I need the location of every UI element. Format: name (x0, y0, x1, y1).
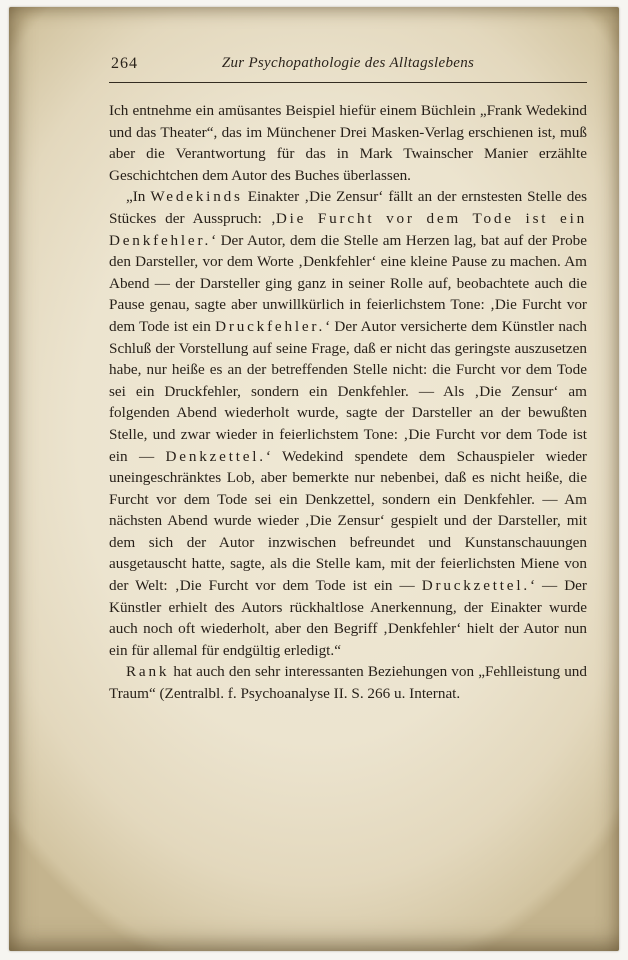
text-segment-letterspaced: Druckzettel. (421, 577, 530, 595)
page-number: 264 (111, 55, 138, 72)
text-segment-letterspaced: Die Furcht vor dem Tode ist ein Denkfehler. (109, 209, 587, 249)
header-rule (109, 82, 587, 83)
text-segment: „In (126, 188, 151, 206)
text-segment: Ich entnehme ein amüsantes Beispiel hiefür einem Büchlein „Frank Wedekind und das Theater“, das im Münchener Drei Masken-Verlag erschienen ist, muß aber die Verantwortung für das in Mark Twainscher Manier erzählte Geschichtchen dem Autor des Buches überlassen. (109, 102, 587, 184)
body-text (109, 100, 587, 705)
book-page (9, 7, 619, 951)
text-segment: ‘ Der Autor versicherte dem Künstler nach Schluß der Vorstellung auf seine Frage, daß er nicht das geringste auszusetzen habe, nur heiße es an der betreffenden Stelle nicht: die Furcht vor dem Tode sei ein Druckfehler, sondern ein Denkfehler. — Als ‚Die Zensur‘ am folgenden Abend wiederholt wurde, sagte der Darsteller an der bewußten Stelle, und zwar wieder in feierlichstem Tone: ‚Die Furcht vor dem Tode ist ein — (109, 317, 588, 465)
page-header (109, 55, 587, 77)
page-content (109, 55, 587, 705)
text-segment-letterspaced: Rank (126, 663, 170, 681)
paragraph-1 (109, 100, 587, 186)
text-segment: ‘ Der Autor, dem die Stelle am Herzen lag, bat auf der Probe den Darsteller, vor dem Worte ‚Denkfehler‘ eine kleine Pause zu machen. Am Abend — der Darsteller ging ganz in seiner Rolle auf, beobachtete auch die Pause genau, sagte aber unwillkürlich in feierlichstem Tone: ‚Die Furcht vor dem Tode ist ein (109, 231, 587, 335)
text-segment-letterspaced: Denkzettel. (165, 447, 266, 465)
text-segment-letterspaced: Druckfehler. (215, 317, 326, 335)
paragraph-2 (109, 186, 587, 661)
text-segment: hat auch den sehr interessanten Beziehungen von „Fehlleistung und Traum“ (Zentralbl. f. Psychoanalyse II. S. 266 u. Internat. (109, 663, 587, 703)
text-segment: Einakter ‚Die Zensur‘ fällt an der ernstesten Stelle des Stückes der Ausspruch: ‚ (109, 188, 587, 227)
running-header-title: Zur Psychopathologie des Alltagslebens (221, 55, 475, 71)
text-segment-letterspaced: Wedekinds (150, 188, 243, 206)
text-segment: ‘ Wedekind spendete dem Schauspieler wieder uneingeschränktes Lob, aber bemerkte nur nebenbei, daß es nicht heiße, die Furcht vor dem Tode sei ein Denkzettel, sondern ein Denkfehler. — Am nächsten Abend wurde wieder ‚Die Zensur‘ gespielt und der Darsteller, mit dem sich der Autor inzwischen befreundet und Kunstanschauungen ausgetauscht hatte, sagte, als die Stelle kam, mit der feierlichsten Miene von der Welt: ‚Die Furcht vor dem Tode ist ein — (109, 447, 587, 595)
paragraph-3 (109, 661, 587, 704)
text-segment: ‘ — Der Künstler erhielt des Autors rückhaltlose Anerkennung, der Einakter wurde auch noch oft wiederholt, aber den Begriff ‚Denkfehler‘ hielt der Autor nun ein für allemal für endgültig erledigt.“ (109, 577, 587, 659)
